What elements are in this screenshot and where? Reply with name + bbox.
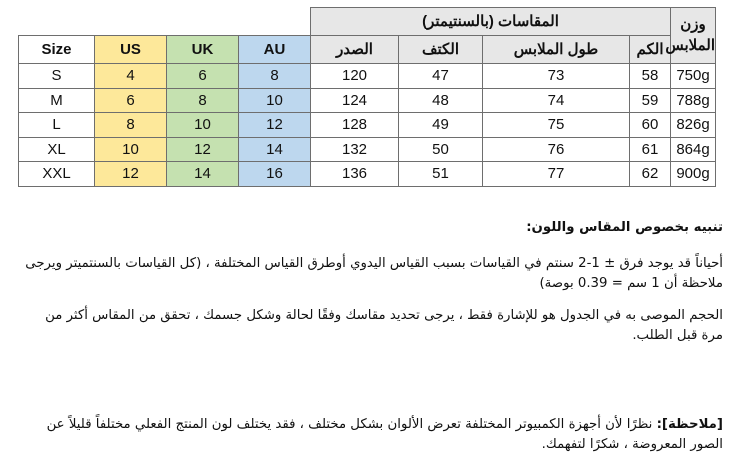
cell-weight: 788g [671,88,716,113]
cell-shoulder: 49 [399,113,483,138]
cell-chest: 132 [311,137,399,162]
cell-au: 10 [239,88,311,113]
header-sleeve: الكم [630,36,671,64]
cell-shoulder: 51 [399,162,483,187]
size-chart-table [18,7,716,187]
weight-header-line1: وزن [680,16,706,34]
cell-us: 12 [95,162,167,187]
cell-size: XL [19,137,95,162]
cell-uk: 12 [167,137,239,162]
table-row [19,137,716,162]
blank-corner [19,8,311,36]
table-row [19,88,716,113]
cell-shoulder: 47 [399,64,483,89]
cell-chest: 124 [311,88,399,113]
cell-uk: 6 [167,64,239,89]
cell-au: 14 [239,137,311,162]
color-disclaimer-note [20,415,723,455]
measurement-tolerance-note: أحياناً قد يوجد فرق ± 1-2 سنتم في القياسات بسبب القياس اليدوي أوطرق القياس المختلفة ، (كل القياسات بالسنتميتر ويرجى ملاحظة أن 1 سم = 0.39 بوصة) [25,256,723,291]
notes-title: تنبيه بخصوص المقاس واللون: [526,220,723,235]
cell-length: 75 [483,113,630,138]
weight-header [665,8,716,64]
cell-uk: 10 [167,113,239,138]
cell-weight: 900g [671,162,716,187]
cell-size: M [19,88,95,113]
cell-chest: 120 [311,64,399,89]
cell-sleeve: 61 [630,137,671,162]
cell-au: 8 [239,64,311,89]
cell-chest: 136 [311,162,399,187]
cell-length: 77 [483,162,630,187]
table-row [19,64,716,89]
cell-weight: 750g [671,64,716,89]
cell-chest: 128 [311,113,399,138]
cell-size: S [19,64,95,89]
cell-shoulder: 50 [399,137,483,162]
header-au: AU [239,36,311,64]
table-row [19,162,716,187]
note-text: نظرًا لأن أجهزة الكمبيوتر المختلفة تعرض الألوان بشكل مختلف ، فقد يختلف لون المنتج الفعلي مختلفاً قليلاً عن الصور المعروضة ، شكرًا لتفهمك. [46,417,723,452]
header-shoulder: الكتف [399,36,483,64]
cell-us: 4 [95,64,167,89]
cell-length: 74 [483,88,630,113]
cell-length: 76 [483,137,630,162]
cell-weight: 826g [671,113,716,138]
cell-sleeve: 60 [630,113,671,138]
notes-section [20,218,723,452]
header-chest: الصدر [311,36,399,64]
cell-us: 6 [95,88,167,113]
header-uk: UK [167,36,239,64]
cell-shoulder: 48 [399,88,483,113]
cell-uk: 8 [167,88,239,113]
cell-uk: 14 [167,162,239,187]
cell-size: L [19,113,95,138]
cell-us: 10 [95,137,167,162]
weight-header-line2: الملابس [665,36,715,54]
cell-size: XXL [19,162,95,187]
cell-au: 12 [239,113,311,138]
header-length: طول الملابس [483,36,630,64]
measurements-group-header: المقاسات (بالسنتيمتر) [311,8,671,36]
cell-length: 73 [483,64,630,89]
note-label: [ملاحظة]: [656,417,723,432]
cell-au: 16 [239,162,311,187]
cell-sleeve: 59 [630,88,671,113]
cell-sleeve: 62 [630,162,671,187]
recommended-size-note: الحجم الموصى به في الجدول هو للإشارة فقط ، يرجى تحديد مقاسك وفقًا لحالة وشكل جسمك ، تحقق من المقاس أكثر من مرة قبل الطلب. [45,308,723,343]
cell-us: 8 [95,113,167,138]
header-us: US [95,36,167,64]
cell-weight: 864g [671,137,716,162]
header-size: Size [19,36,95,64]
table-row [19,113,716,138]
cell-sleeve: 58 [630,64,671,89]
